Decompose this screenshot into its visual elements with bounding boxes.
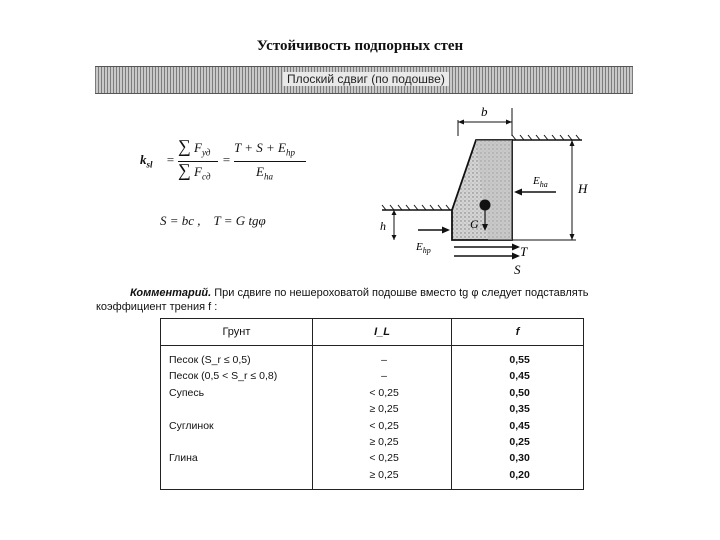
il-cell: – — [381, 354, 387, 366]
comment-line-1: Комментарий. При сдвиге по нешероховатой подошве вместо tg φ следует подставлять — [130, 287, 589, 299]
f-cell: 0,25 — [509, 436, 530, 449]
f-cell: 0,20 — [509, 468, 530, 481]
section-header-label: Плоский сдвиг (по подошве) — [283, 72, 449, 86]
formula-denominator-2: $E_{ha}$ — [256, 164, 273, 182]
il-cell: < 0,25 — [369, 452, 399, 465]
soil-cell — [169, 467, 308, 483]
formula-eq2: = — [222, 152, 231, 167]
label-Ehp: $E_{hp}$ — [416, 241, 431, 255]
soil-cell: Глина — [169, 452, 198, 465]
table-row — [161, 346, 584, 490]
soil-cell — [169, 434, 308, 450]
formula-numerator-2: $T + S + E_{hp}$ — [234, 140, 295, 158]
f-cell: 0,45 — [509, 419, 530, 432]
soil-cell — [169, 401, 308, 417]
stability-formula — [140, 136, 340, 200]
formula-line-2: S = bc , T = G tgφ — [160, 213, 266, 228]
soil-column — [161, 346, 313, 490]
il-cell: ≥ 0,25 — [369, 403, 399, 416]
comment-line-2: коэффициент трения f : — [96, 301, 218, 313]
f-column — [452, 346, 584, 490]
soil-cell: Супесь — [169, 386, 205, 399]
il-cell: ≥ 0,25 — [369, 468, 399, 481]
soil-cell: Песок (0,5 < S_r ≤ 0,8) — [169, 370, 278, 383]
f-cell: 0,35 — [509, 403, 530, 416]
il-cell: ≥ 0,25 — [369, 436, 399, 449]
sum-symbol-top: ∑ — [178, 136, 191, 156]
label-G: G — [470, 217, 479, 231]
comment-lead: Комментарий. — [130, 287, 212, 299]
il-cell: < 0,25 — [369, 419, 399, 432]
friction-coefficient-table — [160, 318, 584, 490]
slide-title: Устойчивость подпорных стен — [256, 38, 464, 54]
formula-numerator: $F_{уд}$ — [194, 140, 211, 158]
label-Eha: $E_{ha}$ — [533, 175, 548, 189]
retaining-wall-diagram — [360, 100, 620, 280]
label-b: b — [481, 104, 488, 119]
header-f: f — [452, 319, 584, 346]
f-cell: 0,50 — [509, 386, 530, 399]
f-cell: 0,30 — [509, 452, 530, 465]
header-soil: Грунт — [161, 319, 313, 346]
label-T: T — [520, 244, 528, 259]
formula-lhs: $k_{sl}$ — [140, 152, 153, 170]
formula-eq1: = — [166, 152, 175, 167]
f-cell: 0,45 — [509, 370, 530, 383]
label-S: S — [514, 262, 521, 277]
sum-symbol-bottom: ∑ — [178, 160, 191, 180]
soil-cell: Суглинок — [169, 419, 214, 432]
label-H: H — [578, 181, 588, 196]
f-cell: 0,55 — [509, 354, 530, 366]
center-of-gravity-dot — [480, 200, 491, 211]
formula-denominator: $F_{сд}$ — [194, 164, 211, 182]
il-cell: < 0,25 — [369, 386, 399, 399]
il-column — [312, 346, 451, 490]
il-cell: – — [381, 370, 387, 383]
soil-cell: Песок (S_r ≤ 0,5) — [169, 354, 251, 366]
label-h: h — [380, 219, 386, 233]
header-il: I_L — [312, 319, 451, 346]
